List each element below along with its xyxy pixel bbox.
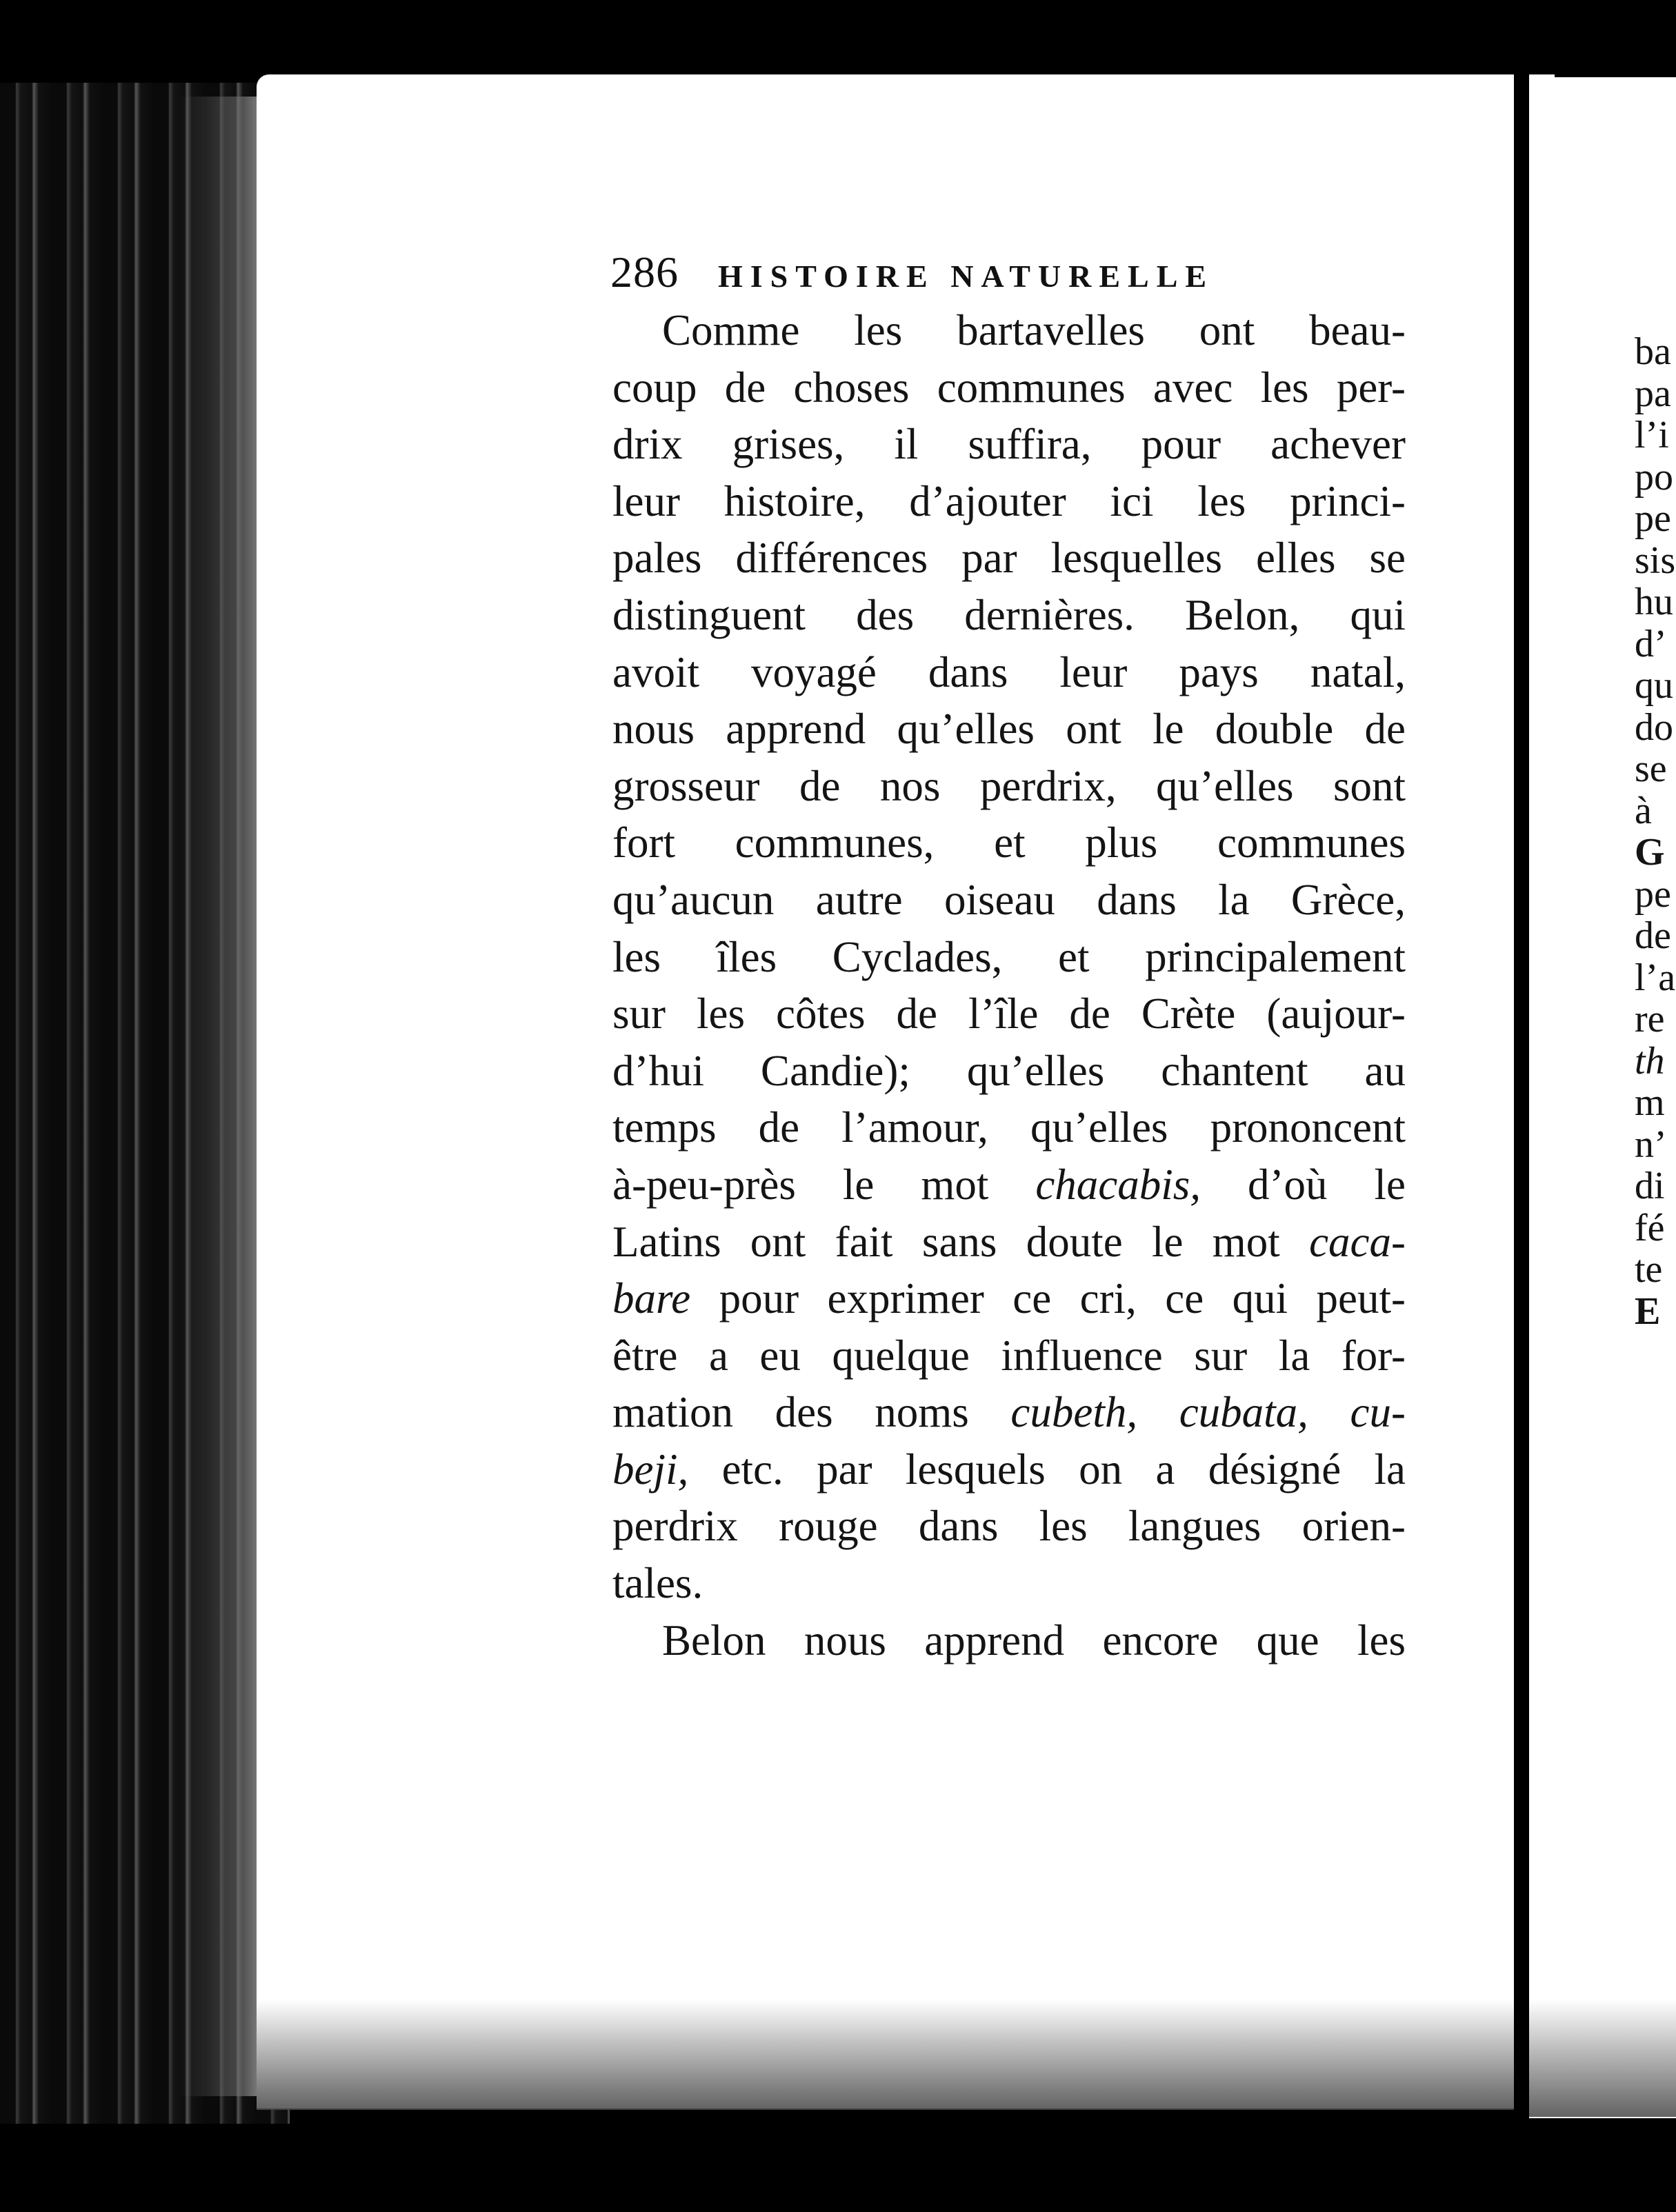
right-page-fragment: te <box>1635 1248 1663 1291</box>
line-text: Belon nous apprend encore que les <box>662 1616 1406 1665</box>
text-line <box>612 985 1406 1043</box>
running-head-title: HISTOIRE NATURELLE <box>718 259 1215 294</box>
right-page-text-fragments <box>1635 331 1676 1332</box>
right-page-fragment: G <box>1635 831 1665 874</box>
right-page-fragment: hu <box>1635 581 1673 623</box>
text-line <box>612 1327 1406 1385</box>
right-page-fragment: th <box>1635 1039 1665 1083</box>
italic-term: beji, <box>612 1445 689 1494</box>
italic-term: chacabis, <box>1035 1160 1201 1209</box>
text-line <box>612 1498 1406 1555</box>
page-number: 286 <box>610 248 679 296</box>
italic-term: cubeth, cubata, cu- <box>1010 1388 1406 1437</box>
text-line <box>612 1043 1406 1100</box>
italic-term: bare <box>612 1274 691 1323</box>
line-text: sur les côtes de l’île de Crète (aujour- <box>612 989 1406 1038</box>
text-line <box>612 701 1406 758</box>
text-line <box>612 644 1406 701</box>
right-page-fragment: l’a <box>1635 956 1676 999</box>
text-line <box>612 302 1406 359</box>
text-line <box>612 814 1406 872</box>
right-page-fragment: re <box>1635 998 1665 1040</box>
text-line <box>612 1156 1406 1214</box>
line-text: à-peu-près le mot <box>612 1160 1036 1209</box>
line-text: Latins ont fait sans doute le mot <box>612 1217 1310 1266</box>
left-page-bottom-shadow <box>257 2000 1555 2110</box>
line-text: coup de choses communes avec les per- <box>612 363 1406 412</box>
right-page-fragment: ba <box>1635 330 1671 373</box>
text-line <box>612 1441 1406 1498</box>
book-gutter <box>1514 62 1529 2117</box>
text-line <box>612 530 1406 587</box>
text-line <box>612 1555 1406 1612</box>
line-text: tales. <box>612 1559 704 1608</box>
right-page-fragment: m <box>1635 1081 1665 1124</box>
line-text: temps de l’amour, qu’elles prononcent <box>612 1103 1406 1152</box>
right-page-fragment: po <box>1635 455 1673 499</box>
line-text: distinguent des dernières. Belon, qui <box>612 590 1406 639</box>
text-line <box>612 1384 1406 1441</box>
right-page-fragment: de <box>1635 914 1671 957</box>
right-page-fragment: n’ <box>1635 1123 1667 1166</box>
line-text: leur histoire, d’ajouter ici les princi- <box>612 476 1406 525</box>
text-line <box>612 359 1406 416</box>
text-line <box>612 1214 1406 1271</box>
right-page-fragment: sis <box>1635 539 1676 582</box>
text-line <box>612 587 1406 644</box>
text-line <box>612 1270 1406 1327</box>
line-text: d’où le <box>1201 1160 1406 1209</box>
line-text: pour exprimer ce cri, ce qui peut- <box>690 1274 1406 1323</box>
line-text: Comme les bartavelles ont beau- <box>662 306 1406 354</box>
right-page-fragment: qu <box>1635 664 1673 707</box>
italic-term: caca- <box>1309 1217 1406 1266</box>
text-line <box>612 929 1406 986</box>
text-line <box>612 872 1406 929</box>
line-text: les îles Cyclades, et principalement <box>612 932 1406 981</box>
text-line <box>612 473 1406 530</box>
right-page-fragment: l’i <box>1635 414 1669 456</box>
running-head <box>610 245 1410 300</box>
right-page-fragment: do <box>1635 705 1673 749</box>
right-page-fragment: se <box>1635 747 1667 790</box>
line-text: qu’aucun autre oiseau dans la Grèce, <box>612 875 1406 924</box>
right-page-fragment: pa <box>1635 372 1671 415</box>
line-text: grosseur de nos perdrix, qu’elles sont <box>612 761 1406 810</box>
right-page-fragment: di <box>1635 1165 1665 1207</box>
line-text: d’hui Candie); qu’elles chantent au <box>612 1046 1406 1095</box>
line-text: fort communes, et plus communes <box>612 818 1406 867</box>
line-text: avoit voyagé dans leur pays natal, <box>612 647 1406 696</box>
right-page-fragment: E <box>1635 1289 1661 1333</box>
body-text <box>612 302 1406 1669</box>
line-text: être a eu quelque influence sur la for- <box>612 1331 1406 1380</box>
text-line <box>612 758 1406 815</box>
line-text: mation des noms <box>612 1388 1011 1437</box>
right-page-fragment: à <box>1635 789 1652 832</box>
line-text: perdrix rouge dans les langues orien- <box>612 1502 1406 1551</box>
right-page-bottom-shadow <box>1529 2000 1676 2117</box>
right-page-fragment: d’ <box>1635 622 1667 665</box>
text-line <box>612 1612 1406 1669</box>
right-page-fragment: pe <box>1635 872 1671 916</box>
line-text: drix grises, il suffira, pour achever <box>612 420 1406 469</box>
right-page-fragment: pe <box>1635 497 1671 540</box>
line-text: pales différences par lesquelles elles se <box>612 534 1406 583</box>
text-line <box>612 416 1406 473</box>
text-line <box>612 1099 1406 1156</box>
line-text: nous apprend qu’elles ont le double de <box>612 705 1406 754</box>
right-page-fragment: fé <box>1635 1206 1665 1249</box>
line-text: etc. par lesquels on a désigné la <box>688 1445 1406 1494</box>
